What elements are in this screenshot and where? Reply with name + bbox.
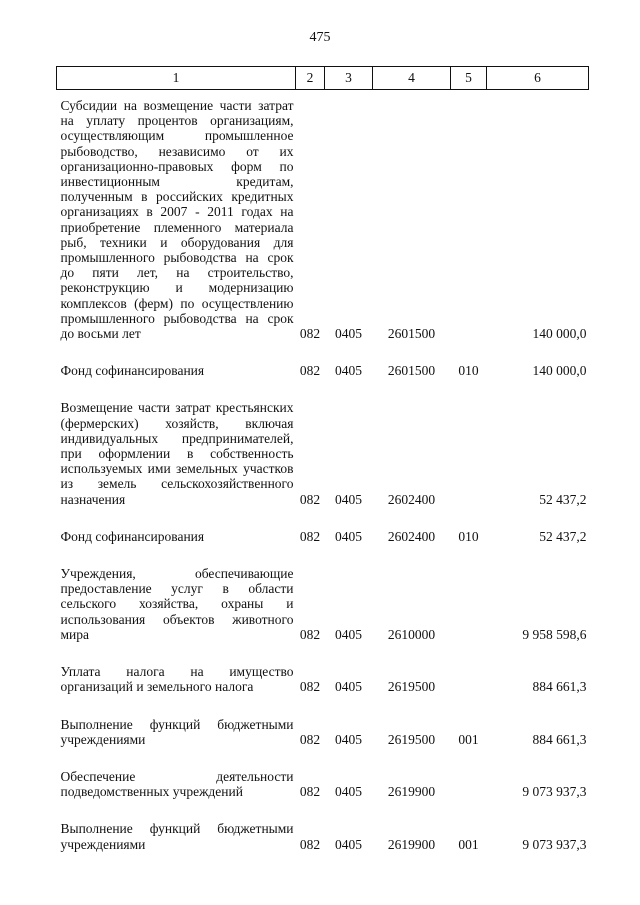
row-amount: 9 073 937,3 [522, 784, 587, 800]
row-section: 0405 [335, 326, 362, 342]
row-article: 2619900 [387, 836, 436, 852]
row-spacer [57, 507, 589, 529]
row-spacer [57, 341, 589, 363]
row-ministry: 082 [299, 731, 321, 747]
row-article: 2601500 [387, 363, 436, 379]
row-amount: 9 073 937,3 [522, 836, 587, 852]
row-article: 2602400 [387, 528, 436, 544]
row-section: 0405 [335, 626, 362, 642]
page-number: 475 [309, 30, 331, 45]
row-article: 2619500 [387, 731, 436, 747]
row-name: Учреждения, обеспечивающие предоставление услуг в области сельского хозяйства, охраны и использования объектов животного мира [60, 566, 294, 642]
row-ministry: 082 [299, 363, 321, 379]
row-ministry: 082 [299, 528, 321, 544]
row-amount: 9 958 598,6 [522, 626, 587, 642]
table-header [57, 67, 589, 90]
row-ministry: 082 [299, 836, 321, 852]
table-row [57, 400, 589, 506]
row-name: Возмещение части затрат крестьянских (фермерских) хозяйств, включая индивидуальных предпринимателей, при оформлении в собственность используемых ими земельных участков из земель сельскохозяйственного назначения [60, 400, 294, 507]
row-spacer [57, 695, 589, 717]
table-body [57, 90, 589, 852]
table-row [57, 821, 589, 851]
row-ministry: 082 [299, 491, 321, 507]
row-spacer [57, 799, 589, 821]
row-type: 001 [458, 731, 479, 747]
table-row [57, 363, 589, 378]
header-col-6: 6 [487, 67, 589, 90]
row-name: Фонд софинансирования [60, 363, 205, 379]
header-col-2: 2 [296, 67, 325, 90]
row-article: 2601500 [387, 326, 436, 342]
row-article: 2619500 [387, 679, 436, 695]
row-section: 0405 [335, 528, 362, 544]
row-amount: 52 437,2 [539, 528, 587, 544]
row-name: Обеспечение деятельности подведомственных учреждений [60, 768, 294, 800]
table-row [57, 717, 589, 747]
row-amount: 140 000,0 [532, 363, 587, 379]
row-name: Субсидии на возмещение части затрат на уплату процентов организациям, осуществляющим промышленное рыбоводство, независимо от их организационно-правовых форм по инвестиционным кредитам, полученным в российских кредитных организациях в 2007 - 2011 годах на приобретение племенного материала рыб, техники и оборудования для промышленного рыбоводства на срок до пяти лет, на строительство, реконструкцию и модернизацию комплексов (ферм) по осуществлению промышленного рыбоводства на срок до восьми лет [60, 98, 294, 342]
row-amount: 884 661,3 [532, 731, 587, 747]
row-name: Выполнение функций бюджетными учреждениями [60, 716, 294, 747]
row-ministry: 082 [299, 626, 321, 642]
row-article: 2619900 [387, 784, 436, 800]
table-row [57, 529, 589, 544]
row-article: 2602400 [387, 491, 436, 507]
row-name: Выполнение функций бюджетными учреждениями [60, 821, 294, 852]
row-type: 010 [458, 363, 479, 379]
row-amount: 140 000,0 [532, 326, 587, 342]
row-type [451, 664, 487, 694]
header-col-3: 3 [325, 67, 373, 90]
row-article: 2610000 [387, 626, 436, 642]
row-spacer [57, 642, 589, 664]
table-row [57, 98, 589, 341]
row-type [451, 400, 487, 506]
row-type [451, 566, 487, 642]
row-section: 0405 [335, 784, 362, 800]
header-col-4: 4 [373, 67, 451, 90]
row-type: 001 [458, 836, 479, 852]
row-spacer [57, 747, 589, 769]
table-row [57, 566, 589, 642]
row-section: 0405 [335, 679, 362, 695]
row-amount: 52 437,2 [539, 491, 587, 507]
header-row [57, 67, 589, 90]
row-section: 0405 [335, 731, 362, 747]
row-amount: 884 661,3 [532, 679, 587, 695]
row-type [451, 98, 487, 341]
row-ministry: 082 [299, 784, 321, 800]
row-name: Уплата налога на имущество организаций и земельного налога [60, 664, 294, 695]
row-ministry: 082 [299, 679, 321, 695]
table-row [57, 664, 589, 694]
row-spacer [57, 378, 589, 400]
row-type [451, 769, 487, 799]
header-col-5: 5 [451, 67, 487, 90]
row-type: 010 [458, 528, 479, 544]
table-row [57, 769, 589, 799]
row-section: 0405 [335, 836, 362, 852]
header-col-1: 1 [57, 67, 296, 90]
row-spacer [57, 90, 589, 99]
budget-table [56, 66, 589, 852]
row-ministry: 082 [299, 326, 321, 342]
row-section: 0405 [335, 363, 362, 379]
row-section: 0405 [335, 491, 362, 507]
row-spacer [57, 544, 589, 566]
row-name: Фонд софинансирования [60, 528, 205, 544]
